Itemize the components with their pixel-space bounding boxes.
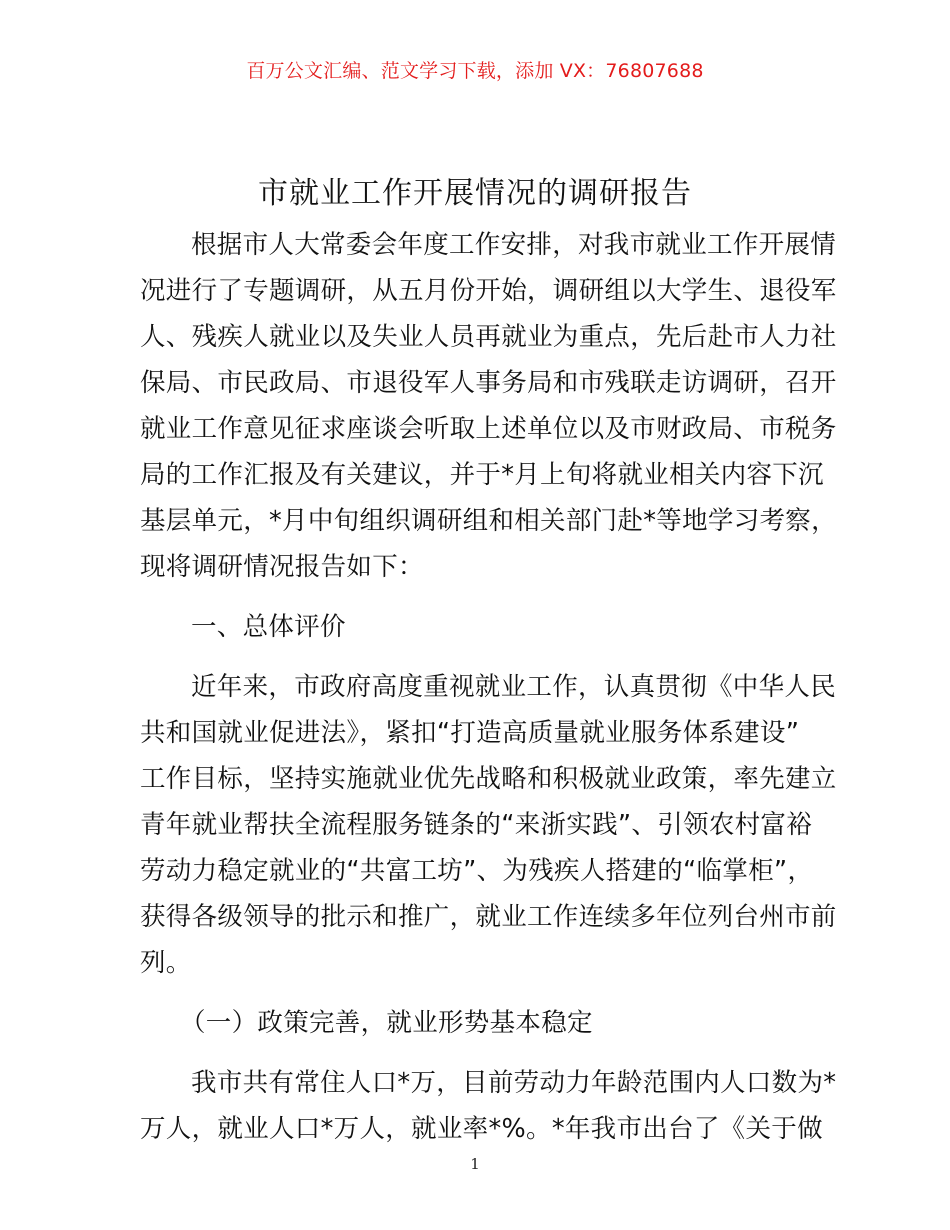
paragraph-line: 况进行了专题调研，从五月份开始，调研组以大学生、退役军 [140,276,837,306]
paragraph-line: 列。 [140,948,192,978]
section-heading: 一、总体评价 [191,612,346,642]
paragraph-line: 共和国就业促进法》，紧扣“打造高质量就业服务体系建设” [140,718,800,748]
paragraph-line: 万人，就业人口*万人，就业率*%。*年我市出台了《关于做 [140,1114,823,1144]
paragraph-line: 人、残疾人就业以及失业人员再就业为重点，先后赴市人力社 [140,322,837,352]
watermark-header: 百万公文汇编、范文学习下载，添加 VX：76807688 [246,60,704,82]
subsection-heading: （一）政策完善，就业形势基本稳定 [180,1008,593,1038]
paragraph-line: 现将调研情况报告如下： [140,552,424,582]
paragraph-line: 青年就业帮扶全流程服务链条的“来浙实践”、引领农村富裕 [140,810,813,840]
paragraph-line: 我市共有常住人口*万，目前劳动力年龄范围内人口数为* [191,1068,837,1098]
paragraph-line: 工作目标，坚持实施就业优先战略和积极就业政策，率先建立 [140,764,837,794]
paragraph-line: 劳动力稳定就业的“共富工坊”、为残疾人搭建的“临掌柜”， [140,856,814,886]
document-title: 市就业工作开展情况的调研报告 [258,176,692,211]
paragraph-line: 获得各级领导的批示和推广，就业工作连续多年位列台州市前 [140,902,837,932]
page-number: 1 [470,1155,480,1173]
paragraph-line: 基层单元，*月中旬组织调研组和相关部门赴*等地学习考察， [140,506,837,536]
paragraph-line: 近年来，市政府高度重视就业工作，认真贯彻《中华人民 [191,672,837,702]
paragraph-line: 就业工作意见征求座谈会听取上述单位以及市财政局、市税务 [140,414,837,444]
paragraph-line: 保局、市民政局、市退役军人事务局和市残联走访调研，召开 [140,368,837,398]
paragraph-line: 根据市人大常委会年度工作安排，对我市就业工作开展情 [191,230,837,260]
paragraph-line: 局的工作汇报及有关建议，并于*月上旬将就业相关内容下沉 [140,460,824,490]
